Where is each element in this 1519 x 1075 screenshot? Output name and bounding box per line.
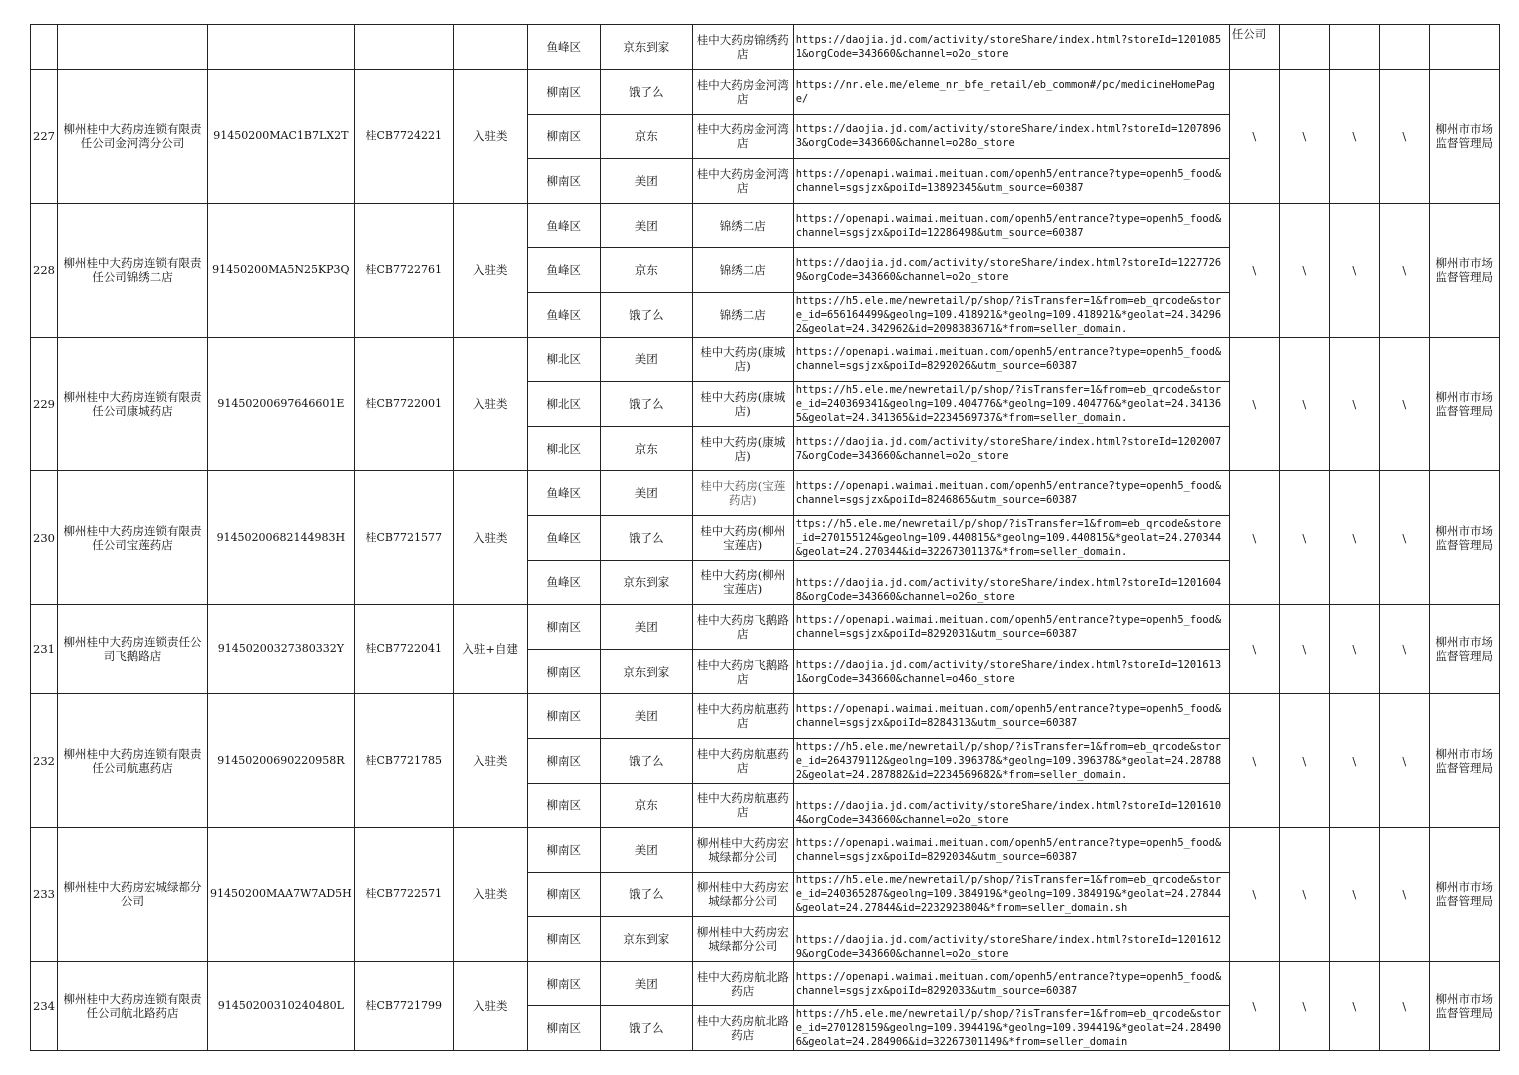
platform-cell: 美团 [600, 337, 692, 382]
authority-cell: 柳州市市场监督管理局 [1429, 605, 1499, 694]
license-cell: 桂CB7722571 [354, 828, 453, 962]
platform-cell: 美团 [600, 961, 692, 1006]
status-cell-4: \ [1379, 471, 1429, 605]
shop-name-cell: 桂中大药房航惠药店 [692, 694, 793, 739]
authority-cell: 柳州市市场监督管理局 [1429, 961, 1499, 1050]
status-cell-2: \ [1279, 828, 1329, 962]
district-cell: 鱼峰区 [527, 471, 600, 516]
store-url-text: https://openapi.waimai.meituan.com/openh5/entrance?type=openh5_food&channel=sgsjzx&poiId=8292031&utm_source=60387 [795, 613, 1222, 640]
shop-name-cell: 锦绣二店 [692, 292, 793, 337]
store-url-text: https://openapi.waimai.meituan.com/openh5/entrance?type=openh5_food&channel=sgsjzx&poiId=13892345&utm_source=60387 [795, 167, 1222, 194]
shop-name-cell: 柳州桂中大药房宏城绿都分公司 [692, 872, 793, 917]
district-cell: 柳北区 [527, 382, 600, 427]
store-url-text: https://daojia.jd.com/activity/storeShare/index.html?storeId=12016129&orgCode=343660&channel=o2o_store [795, 933, 1222, 960]
shop-name-cell: 桂中大药房航北路药店 [692, 1006, 793, 1051]
table-row [31, 828, 1500, 873]
shop-name-cell: 柳州桂中大药房宏城绿都分公司 [692, 917, 793, 962]
status-cell-4: \ [1379, 337, 1429, 471]
authority-cell: 柳州市市场监督管理局 [1429, 70, 1499, 204]
type-cell: 入驻+自建 [453, 605, 527, 694]
status-cell-1: \ [1229, 828, 1279, 962]
store-url-cell [793, 292, 1229, 337]
store-url-text: https://nr.ele.me/eleme_nr_bfe_retail/eb_common#/pc/medicineHomePage/ [795, 78, 1215, 105]
shop-name-cell: 桂中大药房航惠药店 [692, 738, 793, 783]
status-cell-4: \ [1379, 605, 1429, 694]
shop-name-cell: 柳州桂中大药房宏城绿都分公司 [692, 828, 793, 873]
district-cell: 鱼峰区 [527, 248, 600, 293]
store-url-cell [793, 560, 1229, 605]
store-url-cell [793, 1006, 1229, 1051]
district-cell: 鱼峰区 [527, 25, 600, 70]
platform-cell: 饿了么 [600, 292, 692, 337]
license-cell: 桂CB7722001 [354, 337, 453, 471]
district-cell: 柳南区 [527, 828, 600, 873]
shop-name-cell: 桂中大药房航惠药店 [692, 783, 793, 828]
seq-cell: 232 [31, 694, 58, 828]
type-cell: 入驻类 [453, 961, 527, 1050]
status-cell-1: \ [1229, 203, 1279, 337]
company-cell: 柳州桂中大药房连锁责任公司飞鹅路店 [57, 605, 207, 694]
district-cell: 鱼峰区 [527, 292, 600, 337]
platform-cell: 京东 [600, 114, 692, 159]
status-cell-4: \ [1379, 203, 1429, 337]
store-url-text: https://daojia.jd.com/activity/storeShare/index.html?storeId=12020077&orgCode=343660&channel=o2o_store [795, 435, 1222, 462]
status-cell-1: \ [1229, 605, 1279, 694]
store-url-text: https://daojia.jd.com/activity/storeShare/index.html?storeId=12016048&orgCode=343660&channel=o26o_store [795, 577, 1222, 604]
status-cell-3: \ [1329, 605, 1379, 694]
shop-name-cell: 桂中大药房飞鹅路店 [692, 605, 793, 650]
type-cell: 入驻类 [453, 203, 527, 337]
store-registry-table [30, 24, 1500, 1051]
status-cell-2: \ [1279, 471, 1329, 605]
store-url-cell [793, 738, 1229, 783]
store-url-cell [793, 961, 1229, 1006]
district-cell: 柳南区 [527, 159, 600, 204]
status-cell-1: \ [1229, 961, 1279, 1050]
platform-cell: 京东 [600, 783, 692, 828]
status-cell-3: \ [1329, 471, 1379, 605]
platform-cell: 饿了么 [600, 70, 692, 115]
store-url-text: https://h5.ele.me/newretail/p/shop/?isTransfer=1&from=eb_qrcode&store_id=240369341&geolng=109.404776&*geolng=109.404776&*geolat=24.341365&geolat=24.341365&id=2234569737&*from=seller_domain. [795, 383, 1222, 424]
district-cell: 柳南区 [527, 1006, 600, 1051]
license-cell [354, 25, 453, 70]
credit-code-cell: 91450200327380332Y [207, 605, 354, 694]
store-url-text: ttps://h5.ele.me/newretail/p/shop/?isTransfer=1&from=eb_qrcode&store_id=270155124&geolng=109.440815&*geolng=109.440815&*geolat=24.270344&geolat=24.270344&id=32267301137&*from=seller_domain. [795, 517, 1222, 558]
store-url-cell [793, 203, 1229, 248]
table-row [31, 70, 1500, 115]
status-cell-2: \ [1279, 694, 1329, 828]
store-url-cell [793, 25, 1229, 70]
credit-code-cell [207, 25, 354, 70]
store-url-text: https://h5.ele.me/newretail/p/shop/?isTransfer=1&from=eb_qrcode&store_id=240365287&geolng=109.384919&*geolng=109.384919&*geolat=24.27844&geolat=24.27844&id=2232923804&*from=seller_domain.sh [795, 874, 1222, 915]
status-cell-4: \ [1379, 828, 1429, 962]
credit-code-cell: 91450200MAC1B7LX2T [207, 70, 354, 204]
credit-code-cell: 91450200697646601E [207, 337, 354, 471]
platform-cell: 饿了么 [600, 382, 692, 427]
status-cell-2: \ [1279, 961, 1329, 1050]
shop-name-cell: 桂中大药房飞鹅路店 [692, 649, 793, 694]
company-cell: 柳州桂中大药房连锁有限责任公司金河湾分公司 [57, 70, 207, 204]
store-url-cell [793, 471, 1229, 516]
seq-cell: 234 [31, 961, 58, 1050]
store-url-text: https://openapi.waimai.meituan.com/openh5/entrance?type=openh5_food&channel=sgsjzx&poiId=12286498&utm_source=60387 [795, 212, 1222, 239]
shop-name-cell: 桂中大药房金河湾店 [692, 114, 793, 159]
status-cell-3: \ [1329, 828, 1379, 962]
type-cell: 入驻类 [453, 471, 527, 605]
status-cell-4: \ [1379, 694, 1429, 828]
store-url-text: https://daojia.jd.com/activity/storeShare/index.html?storeId=12078963&orgCode=343660&channel=o28o_store [795, 123, 1222, 150]
store-url-text: https://openapi.waimai.meituan.com/openh5/entrance?type=openh5_food&channel=sgsjzx&poiId=8284313&utm_source=60387 [795, 703, 1222, 730]
district-cell: 柳南区 [527, 872, 600, 917]
store-url-text: https://openapi.waimai.meituan.com/openh5/entrance?type=openh5_food&channel=sgsjzx&poiId=8292034&utm_source=60387 [795, 836, 1222, 863]
store-url-cell [793, 605, 1229, 650]
district-cell: 柳南区 [527, 694, 600, 739]
shop-name-cell: 桂中大药房金河湾店 [692, 70, 793, 115]
platform-cell: 美团 [600, 471, 692, 516]
authority-cell: 柳州市市场监督管理局 [1429, 203, 1499, 337]
company-cell: 柳州桂中大药房连锁有限责任公司康城药店 [57, 337, 207, 471]
platform-cell: 京东 [600, 426, 692, 471]
shop-name-cell: 桂中大药房(宝莲药店) [692, 471, 793, 516]
platform-cell: 京东 [600, 248, 692, 293]
status-cell-3: \ [1329, 70, 1379, 204]
district-cell: 鱼峰区 [527, 203, 600, 248]
empty-cell [1329, 25, 1379, 70]
store-url-text: https://daojia.jd.com/activity/storeShare/index.html?storeId=12016131&orgCode=343660&channel=o46o_store [795, 658, 1222, 685]
district-cell: 柳南区 [527, 961, 600, 1006]
shop-name-cell: 桂中大药房航北路药店 [692, 961, 793, 1006]
shop-name-cell: 桂中大药房锦绣药店 [692, 25, 793, 70]
status-cell-3: \ [1329, 694, 1379, 828]
status-cell-2: \ [1279, 337, 1329, 471]
status-cell-4: \ [1379, 70, 1429, 204]
credit-code-cell: 91450200682144983H [207, 471, 354, 605]
status-cell-3: \ [1329, 203, 1379, 337]
status-cell-1: \ [1229, 70, 1279, 204]
table-row [31, 471, 1500, 516]
authority-cell: 柳州市市场监督管理局 [1429, 828, 1499, 962]
status-cell-3: \ [1329, 337, 1379, 471]
shop-name-cell: 锦绣二店 [692, 203, 793, 248]
seq-cell [31, 25, 58, 70]
store-url-text: https://h5.ele.me/newretail/p/shop/?isTransfer=1&from=eb_qrcode&store_id=656164499&geolng=109.418921&*geolng=109.418921&*geolat=24.342962&geolat=24.342962&id=2098383671&*from=seller_domain. [795, 294, 1222, 335]
district-cell: 柳南区 [527, 605, 600, 650]
shop-name-cell: 桂中大药房金河湾店 [692, 159, 793, 204]
type-cell: 入驻类 [453, 828, 527, 962]
table-row [31, 961, 1500, 1006]
empty-cell [1379, 25, 1429, 70]
table-row [31, 605, 1500, 650]
table-row [31, 337, 1500, 382]
license-cell: 桂CB7721577 [354, 471, 453, 605]
platform-cell: 美团 [600, 203, 692, 248]
company-cell: 柳州桂中大药房连锁有限责任公司航北路药店 [57, 961, 207, 1050]
store-url-cell [793, 159, 1229, 204]
status-cell-3: \ [1329, 961, 1379, 1050]
platform-cell: 饿了么 [600, 872, 692, 917]
credit-code-cell: 91450200690220958R [207, 694, 354, 828]
store-url-cell [793, 872, 1229, 917]
district-cell: 柳南区 [527, 783, 600, 828]
table-body [31, 25, 1500, 1051]
district-cell: 柳南区 [527, 738, 600, 783]
table-row [31, 694, 1500, 739]
shop-name-cell: 桂中大药房(柳州宝莲店) [692, 560, 793, 605]
seq-cell: 227 [31, 70, 58, 204]
platform-cell: 京东到家 [600, 560, 692, 605]
store-url-text: https://openapi.waimai.meituan.com/openh5/entrance?type=openh5_food&channel=sgsjzx&poiId=8292033&utm_source=60387 [795, 970, 1222, 997]
store-url-text: https://h5.ele.me/newretail/p/shop/?isTransfer=1&from=eb_qrcode&store_id=270128159&geolng=109.394419&*geolng=109.394419&*geolat=24.284906&geolat=24.284906&id=32267301149&*from=seller_domain [795, 1008, 1222, 1049]
company-cell: 柳州桂中大药房宏城绿都分公司 [57, 828, 207, 962]
license-cell: 桂CB7721799 [354, 961, 453, 1050]
table-row-continued [31, 25, 1500, 70]
authority-cell: 柳州市市场监督管理局 [1429, 337, 1499, 471]
store-url-cell [793, 70, 1229, 115]
status-cell-2: \ [1279, 70, 1329, 204]
platform-cell: 美团 [600, 159, 692, 204]
status-cell-4: \ [1379, 961, 1429, 1050]
store-url-text: https://daojia.jd.com/activity/storeShare/index.html?storeId=12016104&orgCode=343660&channel=o2o_store [795, 800, 1222, 827]
company-cell: 柳州桂中大药房连锁有限责任公司宝莲药店 [57, 471, 207, 605]
shop-name-cell: 桂中大药房(康城店) [692, 382, 793, 427]
license-cell: 桂CB7721785 [354, 694, 453, 828]
table-row [31, 203, 1500, 248]
store-url-text: https://daojia.jd.com/activity/storeShare/index.html?storeId=12277269&orgCode=343660&channel=o2o_store [795, 257, 1222, 284]
district-cell: 柳南区 [527, 70, 600, 115]
seq-cell: 229 [31, 337, 58, 471]
store-url-cell [793, 828, 1229, 873]
status-cell-2: \ [1279, 605, 1329, 694]
credit-code-cell: 91450200MAA7W7AD5H [207, 828, 354, 962]
continued-text-cell: 任公司 [1229, 25, 1279, 70]
store-url-text: https://openapi.waimai.meituan.com/openh5/entrance?type=openh5_food&channel=sgsjzx&poiId=8292026&utm_source=60387 [795, 346, 1222, 373]
company-cell: 柳州桂中大药房连锁有限责任公司锦绣二店 [57, 203, 207, 337]
authority-cell: 柳州市市场监督管理局 [1429, 694, 1499, 828]
store-url-cell [793, 783, 1229, 828]
platform-cell: 饿了么 [600, 738, 692, 783]
seq-cell: 230 [31, 471, 58, 605]
type-cell: 入驻类 [453, 70, 527, 204]
license-cell: 桂CB7724221 [354, 70, 453, 204]
credit-code-cell: 91450200MA5N25KP3Q [207, 203, 354, 337]
district-cell: 柳南区 [527, 114, 600, 159]
shop-name-cell: 桂中大药房(康城店) [692, 426, 793, 471]
company-cell [57, 25, 207, 70]
status-cell-1: \ [1229, 337, 1279, 471]
status-cell-1: \ [1229, 471, 1279, 605]
platform-cell: 京东到家 [600, 917, 692, 962]
company-cell: 柳州桂中大药房连锁有限责任公司航惠药店 [57, 694, 207, 828]
empty-cell [1279, 25, 1329, 70]
store-url-cell [793, 382, 1229, 427]
platform-cell: 京东到家 [600, 649, 692, 694]
platform-cell: 京东到家 [600, 25, 692, 70]
shop-name-cell: 桂中大药房(柳州宝莲店) [692, 515, 793, 560]
seq-cell: 231 [31, 605, 58, 694]
credit-code-cell: 91450200310240480L [207, 961, 354, 1050]
shop-name-cell: 桂中大药房(康城店) [692, 337, 793, 382]
shop-name-cell: 锦绣二店 [692, 248, 793, 293]
store-url-cell [793, 515, 1229, 560]
license-cell: 桂CB7722041 [354, 605, 453, 694]
authority-cell: 柳州市市场监督管理局 [1429, 471, 1499, 605]
empty-cell [1429, 25, 1499, 70]
type-cell [453, 25, 527, 70]
district-cell: 柳北区 [527, 426, 600, 471]
district-cell: 柳北区 [527, 337, 600, 382]
store-url-cell [793, 426, 1229, 471]
store-url-cell [793, 337, 1229, 382]
status-cell-2: \ [1279, 203, 1329, 337]
platform-cell: 饿了么 [600, 1006, 692, 1051]
platform-cell: 美团 [600, 828, 692, 873]
store-url-text: https://daojia.jd.com/activity/storeShare/index.html?storeId=12010851&orgCode=343660&channel=o2o_store [795, 34, 1222, 60]
store-url-text: https://openapi.waimai.meituan.com/openh5/entrance?type=openh5_food&channel=sgsjzx&poiId=8246865&utm_source=60387 [795, 480, 1222, 507]
type-cell: 入驻类 [453, 694, 527, 828]
seq-cell: 233 [31, 828, 58, 962]
license-cell: 桂CB7722761 [354, 203, 453, 337]
district-cell: 鱼峰区 [527, 560, 600, 605]
status-cell-1: \ [1229, 694, 1279, 828]
store-url-cell [793, 649, 1229, 694]
district-cell: 鱼峰区 [527, 515, 600, 560]
platform-cell: 美团 [600, 694, 692, 739]
store-url-cell [793, 694, 1229, 739]
store-url-text: https://h5.ele.me/newretail/p/shop/?isTransfer=1&from=eb_qrcode&store_id=264379112&geolng=109.396378&*geolng=109.396378&*geolat=24.287882&geolat=24.287882&id=2234569682&*from=seller_domain. [795, 740, 1222, 781]
store-url-cell [793, 114, 1229, 159]
district-cell: 柳南区 [527, 649, 600, 694]
platform-cell: 美团 [600, 605, 692, 650]
district-cell: 柳南区 [527, 917, 600, 962]
store-url-cell [793, 248, 1229, 293]
seq-cell: 228 [31, 203, 58, 337]
store-url-cell [793, 917, 1229, 962]
type-cell: 入驻类 [453, 337, 527, 471]
platform-cell: 饿了么 [600, 515, 692, 560]
